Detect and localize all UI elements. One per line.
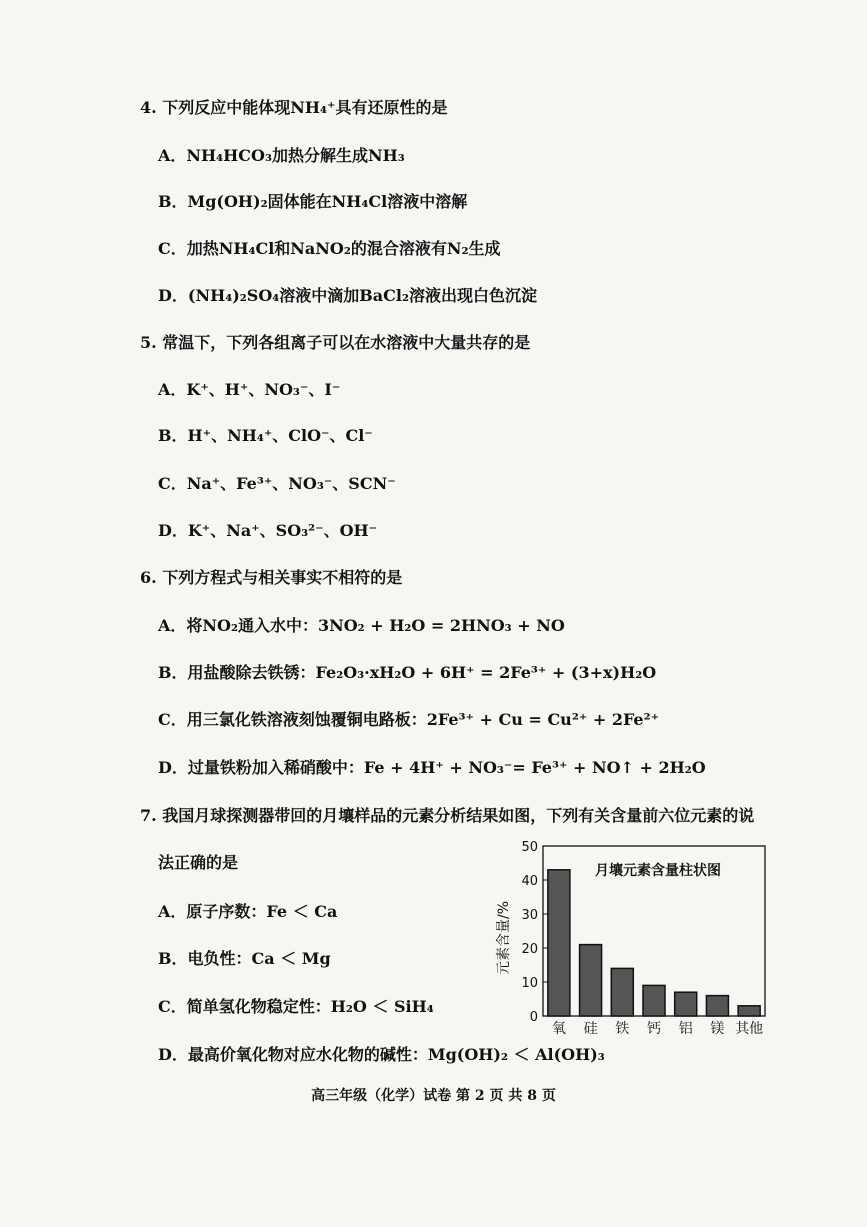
chart-y-tick-label: 50: [521, 840, 538, 855]
chart-y-tick-label: 30: [521, 908, 538, 923]
q4-option-c: C．加热NH₄Cl和NaNO₂的混合溶液有N₂生成: [158, 239, 501, 258]
q6-option-c: C．用三氯化铁溶液刻蚀覆铜电路板：2Fe³⁺ + Cu = Cu²⁺ + 2Fe²⁺: [158, 710, 660, 729]
chart-y-tick-label: 0: [529, 1010, 538, 1025]
page-footer: 高三年级（化学）试卷 第 2 页 共 8 页: [311, 1088, 556, 1104]
chart-x-tick-label: 铁: [615, 1021, 630, 1037]
chart-bar-1: [548, 870, 570, 1016]
chart-y-tick-label: 10: [521, 976, 538, 991]
chart-y-tick-label: 40: [521, 874, 538, 889]
chart-y-tick-label: 20: [521, 942, 538, 957]
q7-stem-line2: 法正确的是: [158, 853, 239, 872]
q7-option-b: B．电负性：Ca ＜ Mg: [158, 949, 331, 968]
chart-x-tick-label: 镁: [710, 1021, 725, 1037]
chart-bar-3: [611, 968, 633, 1016]
q6-option-b: B．用盐酸除去铁锈：Fe₂O₃·xH₂O + 6H⁺ = 2Fe³⁺ + (3+x)H₂O: [158, 663, 657, 682]
chart-x-tick-label: 钙: [647, 1021, 661, 1037]
chart-bar-7: [738, 1006, 760, 1016]
q5-option-d: D．K⁺、Na⁺、SO₃²⁻、OH⁻: [158, 521, 378, 540]
chart-title: 月壤元素含量柱状图: [595, 863, 721, 879]
q6-option-d: D．过量铁粉加入稀硝酸中：Fe + 4H⁺ + NO₃⁻= Fe³⁺ + NO↑ + 2H₂O: [158, 758, 706, 777]
q6-stem: 6. 下列方程式与相关事实不相符的是: [140, 568, 403, 587]
chart-x-tick-label: 氧: [551, 1021, 566, 1037]
q4-stem: 4. 下列反应中能体现NH₄⁺具有还原性的是: [140, 98, 448, 117]
q5-option-b: B．H⁺、NH₄⁺、ClO⁻、Cl⁻: [158, 426, 373, 445]
q7-option-a: A．原子序数：Fe ＜ Ca: [158, 902, 338, 921]
chart-bar-4: [643, 985, 665, 1016]
q4-option-b: B．Mg(OH)₂固体能在NH₄Cl溶液中溶解: [158, 192, 468, 211]
q4-option-a: A．NH₄HCO₃加热分解生成NH₃: [158, 146, 405, 165]
chart-bar-5: [675, 992, 697, 1016]
chart-x-tick-label: 铝: [678, 1021, 693, 1037]
chart-x-tick-label: 其他: [735, 1021, 764, 1037]
q4-option-d: D．(NH₄)₂SO₄溶液中滴加BaCl₂溶液出现白色沉淀: [158, 286, 537, 305]
chart-x-tick-label: 硅: [583, 1021, 598, 1037]
q7-option-c: C．简单氢化物稳定性：H₂O ＜ SiH₄: [158, 997, 434, 1016]
chart-bar-2: [580, 945, 602, 1016]
q7-stem-line1: 7. 我国月球探测器带回的月壤样品的元素分析结果如图，下列有关含量前六位元素的说: [140, 806, 755, 825]
q5-option-c: C．Na⁺、Fe³⁺、NO₃⁻、SCN⁻: [158, 474, 396, 493]
chart-bar-6: [706, 996, 728, 1016]
q5-option-a: A．K⁺、H⁺、NO₃⁻、I⁻: [158, 380, 341, 399]
q5-stem: 5. 常温下，下列各组离子可以在水溶液中大量共存的是: [140, 333, 531, 352]
q7-option-d: D．最高价氧化物对应水化物的碱性：Mg(OH)₂ ＜ Al(OH)₃: [158, 1045, 605, 1064]
q6-option-a: A．将NO₂通入水中：3NO₂ + H₂O = 2HNO₃ + NO: [158, 616, 565, 635]
chart-y-axis-label: 元素含量/%: [496, 900, 512, 976]
element-content-bar-chart: [488, 838, 773, 1038]
